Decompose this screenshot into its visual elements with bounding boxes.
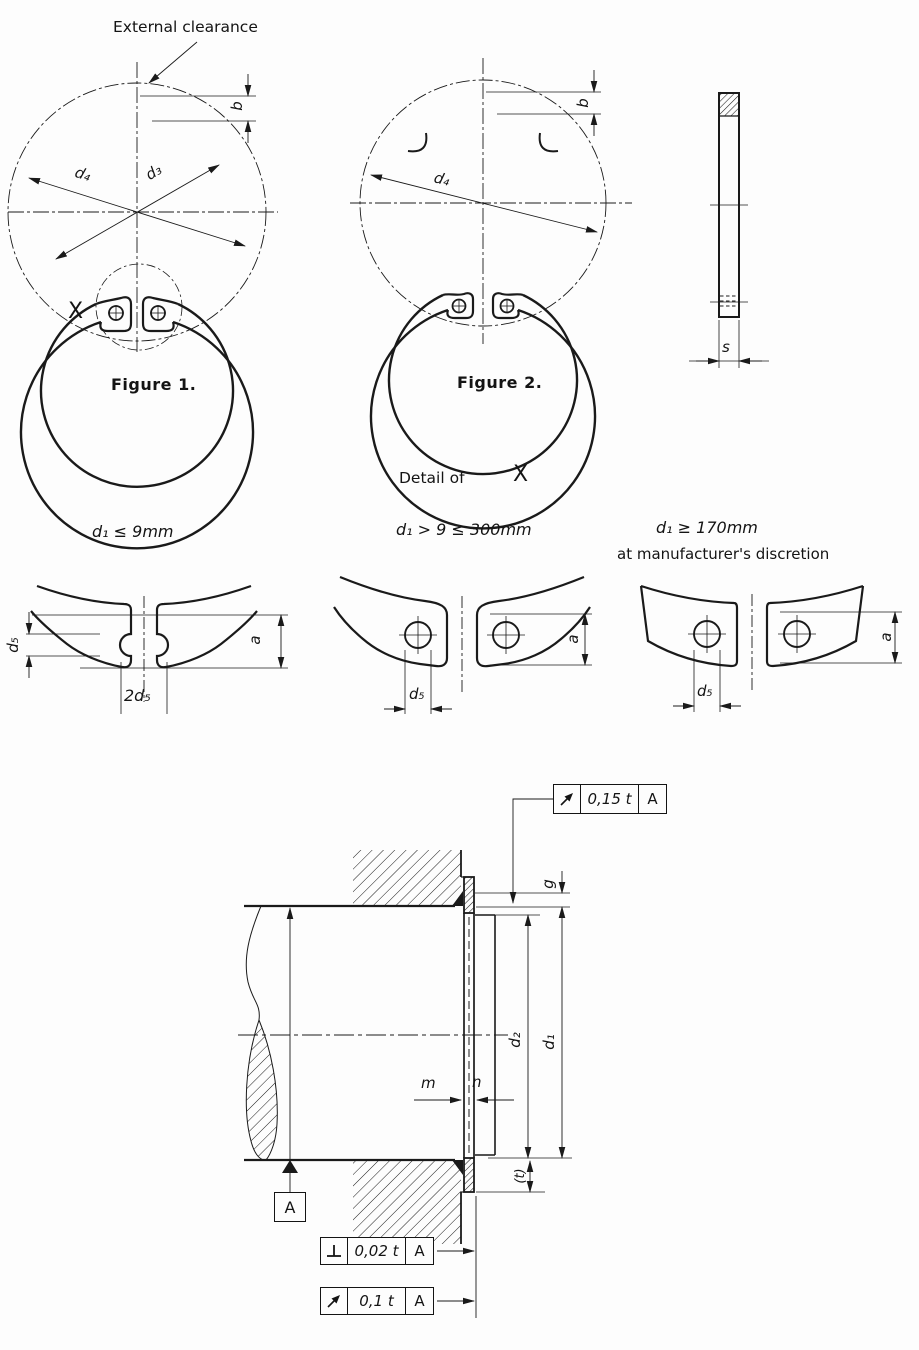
datum-a-label: A <box>284 1197 296 1217</box>
detail-small-d5-label: d₅ <box>3 637 22 653</box>
tolerance-datum: A <box>647 790 658 808</box>
section-dim-d2-label: d₂ <box>505 1032 524 1048</box>
fig2-caption: Figure 2. <box>457 373 543 392</box>
detail-large-a-label: a <box>876 632 895 642</box>
detail-large-subtitle: at manufacturer's discretion <box>617 545 830 563</box>
fig1-detail-x-mark: X <box>68 299 84 324</box>
detail-small-2d5-label: 2d₅ <box>124 686 151 705</box>
external-clearance-label: External clearance <box>113 18 258 36</box>
circular-runout-icon <box>557 789 577 809</box>
detail-heading: Detail of <box>399 469 465 487</box>
datum-a-box <box>274 1192 306 1222</box>
detail-small-a-label: a <box>245 635 264 645</box>
detail-small-title: d₁ ≤ 9mm <box>92 522 174 541</box>
detail-medium-drawing <box>334 577 592 714</box>
fig1-dim-d4-label: d₄ <box>72 163 94 185</box>
tolerance-value: 0,02 t <box>348 1238 406 1264</box>
detail-medium-a-label: a <box>563 634 582 644</box>
perpendicularity-icon <box>324 1241 344 1261</box>
section-dim-n-label: n <box>472 1073 482 1091</box>
tolerance-frame-perpendicularity <box>320 1237 434 1265</box>
detail-large-title: d₁ ≥ 170mm <box>656 518 758 537</box>
fig1-dim-b-label: b <box>227 101 246 111</box>
fig1-caption: Figure 1. <box>111 375 197 394</box>
side-view-drawing <box>689 93 769 368</box>
tolerance-value: 0,15 t <box>581 785 639 813</box>
section-dim-t-label: (t) <box>512 1168 528 1184</box>
fig1-dim-d3-label: d₃ <box>142 160 165 184</box>
tolerance-frame-runout-top <box>553 784 667 814</box>
detail-large-drawing <box>641 586 902 712</box>
tolerance-datum: A <box>414 1242 425 1260</box>
detail-heading-ref: X <box>513 462 529 487</box>
detail-medium-d5-label: d₅ <box>409 685 425 703</box>
fig2-dim-d4-label: d₄ <box>432 168 452 190</box>
fig2-dim-b-label: b <box>573 98 592 108</box>
figure2-drawing <box>350 58 632 528</box>
side-dim-s-label: s <box>722 338 730 356</box>
detail-medium-title: d₁ > 9 ≤ 300mm <box>396 520 532 539</box>
section-dim-g-label: g <box>538 879 557 889</box>
section-dim-d1-label: d₁ <box>539 1034 558 1050</box>
tolerance-value: 0,1 t <box>348 1288 406 1314</box>
detail-large-d5-label: d₅ <box>697 682 713 700</box>
tolerance-datum: A <box>414 1292 425 1310</box>
section-dim-m-label: m <box>421 1074 436 1092</box>
tolerance-frame-runout-bottom <box>320 1287 434 1315</box>
circular-runout-icon <box>324 1291 344 1311</box>
